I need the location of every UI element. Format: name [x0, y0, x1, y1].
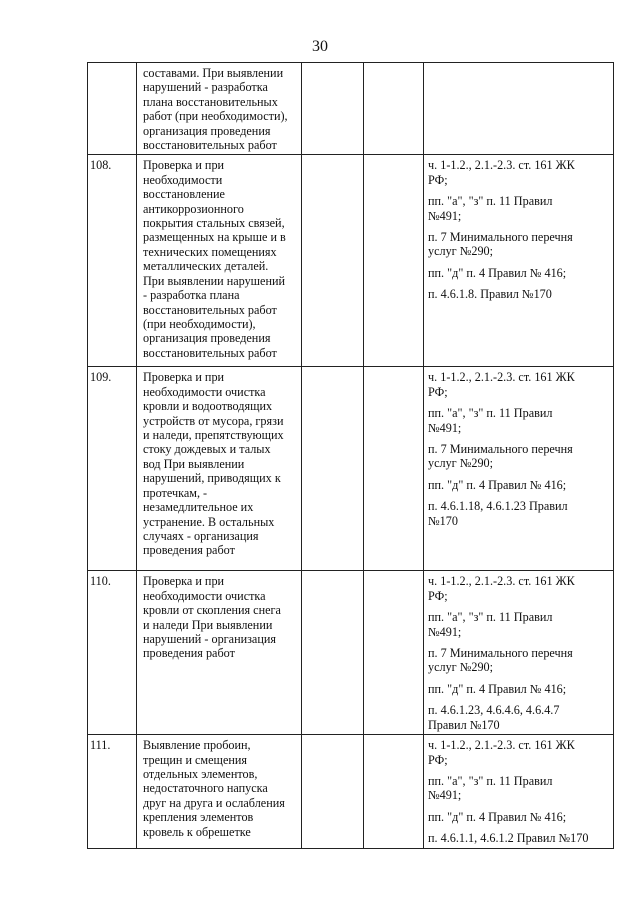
regulations-table [87, 62, 614, 849]
legal-references [424, 735, 614, 849]
table-row [88, 571, 614, 735]
legal-reference: пп. "а", "з" п. 11 Правил №491; [428, 773, 553, 803]
work-description: Проверка и при необходимости очистка кровли и водоотводящих устройств от мусора, грязи и наледи, препятствующих стоку дождевых и талых вод При выявлении нарушений, приводящих к протечкам, - незамедлительное их устранение. В остальных случаях - организация проведения работ [137, 367, 302, 571]
empty-cell [364, 735, 424, 849]
row-number: 110. [88, 571, 137, 735]
legal-reference: п. 7 Минимального перечня услуг №290; [428, 442, 573, 471]
table-row [88, 155, 614, 367]
legal-reference: ч. 1-1.2., 2.1.-2.3. ст. 161 ЖК РФ; [428, 738, 575, 767]
legal-references [424, 571, 614, 735]
legal-reference: ч. 1-1.2., 2.1.-2.3. ст. 161 ЖК РФ; [428, 158, 575, 187]
work-description: Выявление пробоин, трещин и смещения отдельных элементов, недостаточного напуска друг на друга и ослабления крепления элементов кровель к обрешетке [137, 735, 302, 849]
table-row [88, 63, 614, 155]
empty-cell [364, 63, 424, 155]
empty-cell [302, 63, 364, 155]
legal-reference: пп. "а", "з" п. 11 Правил №491; [428, 610, 553, 639]
legal-reference: п. 4.6.1.18, 4.6.1.23 Правил №170 [428, 499, 568, 528]
legal-reference: пп. "д" п. 4 Правил № 416; [428, 477, 567, 492]
empty-cell [364, 155, 424, 367]
legal-reference: ч. 1-1.2., 2.1.-2.3. ст. 161 ЖК РФ; [428, 574, 575, 603]
row-number: 108. [88, 155, 137, 367]
legal-reference: ч. 1-1.2., 2.1.-2.3. ст. 161 ЖК РФ; [428, 370, 575, 399]
legal-references [424, 63, 614, 155]
legal-reference: пп. "д" п. 4 Правил № 416; [428, 809, 567, 824]
row-number: 111. [88, 735, 137, 849]
work-description: Проверка и при необходимости восстановление антикоррозионного покрытия стальных связей, размещенных на крыше и в технических помещениях металлических деталей. При выявлении нарушений - разработка плана восстановительных работ (при необходимости), организация проведения восстановительных работ [137, 155, 302, 367]
legal-reference: п. 4.6.1.23, 4.6.4.6, 4.6.4.7 Правил №170 [428, 703, 560, 732]
legal-reference: п. 4.6.1.1, 4.6.1.2 Правил №170 [428, 831, 589, 846]
row-number: 109. [88, 367, 137, 571]
empty-cell [302, 367, 364, 571]
empty-cell [364, 571, 424, 735]
work-description: Проверка и при необходимости очистка кровли от скопления снега и наледи При выявлении нарушений - организация проведения работ [137, 571, 302, 735]
empty-cell [302, 571, 364, 735]
legal-reference: пп. "д" п. 4 Правил № 416; [428, 265, 567, 280]
row-number [88, 63, 137, 155]
legal-references [424, 155, 614, 367]
legal-reference: п. 7 Минимального перечня услуг №290; [428, 230, 573, 259]
legal-reference: п. 7 Минимального перечня услуг №290; [428, 646, 573, 675]
legal-reference: пп. "д" п. 4 Правил № 416; [428, 681, 567, 696]
legal-reference: пп. "а", "з" п. 11 Правил №491; [428, 194, 553, 223]
page-number: 30 [312, 38, 328, 55]
empty-cell [364, 367, 424, 571]
legal-reference: пп. "а", "з" п. 11 Правил №491; [428, 406, 553, 435]
empty-cell [302, 155, 364, 367]
table-row [88, 367, 614, 571]
legal-references [424, 367, 614, 571]
table-row [88, 735, 614, 849]
empty-cell [302, 735, 364, 849]
legal-reference: п. 4.6.1.8. Правил №170 [428, 287, 552, 302]
work-description: составами. При выявлении нарушений - разработка плана восстановительных работ (при необходимости), организация проведения восстановительных работ [137, 63, 302, 155]
